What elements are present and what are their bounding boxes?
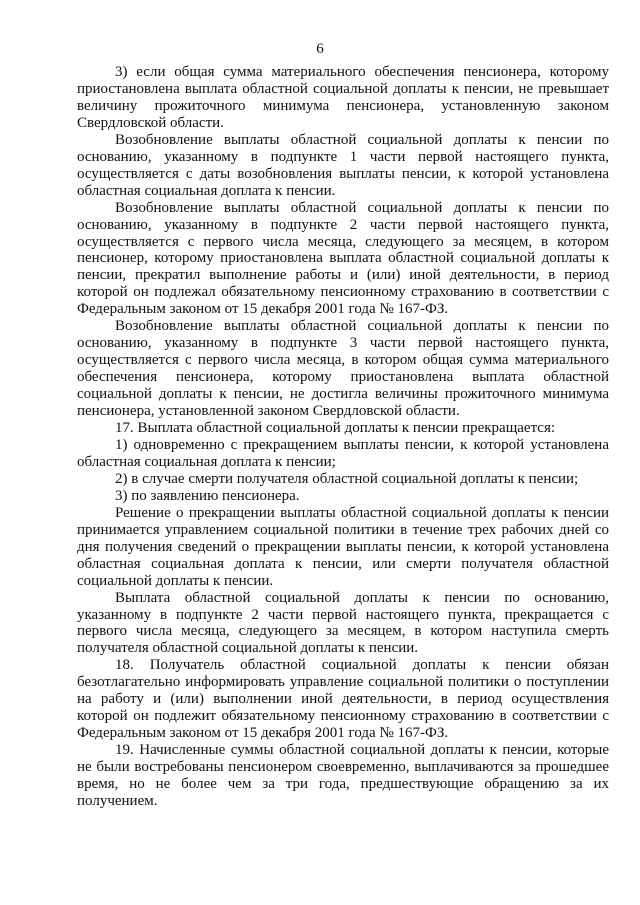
paragraph-resume-basis-2: Возобновление выплаты областной социальной доплаты к пенсии по основанию, указанному в подпункте 2 части первой настоящего пункта, осуществляется с первого числа месяца, следующего за месяцем, в котором пенсионер, которому приостановлена выплата областной социальной доплаты к пенсии, прекратил выполнение работы и (или) иной деятельности, в период которой он подлежал обязательному пенсионному страхованию в соответствии с Федеральным законом от 15 декабря 2001 года № 167-ФЗ. xyxy=(77,199,609,318)
paragraph-termination-death: Выплата областной социальной доплаты к пенсии по основанию, указанному в подпункте 2 части первой настоящего пункта, прекращается с первого числа месяца, следующего за месяцем, в котором наступила смерть получателя областной социальной доплаты к пенсии. xyxy=(77,589,609,657)
paragraph-sub3-material-support: 3) если общая сумма материального обеспечения пенсионера, которому приостановлена выплата областной социальной доплаты к пенсии, не превышает величину прожиточного минимума пенсионера, установленную законом Свердловской области. xyxy=(77,64,609,131)
paragraph-resume-basis-3: Возобновление выплаты областной социальной доплаты к пенсии по основанию, указанному в подпункте 3 части первой настоящего пункта, осуществляется с первого числа месяца, в котором общая сумма материального обеспечения пенсионера, которому приостановлена выплата областной социальной доплаты к пенсии, не достигла величины прожиточного минимума пенсионера, установленной законом Свердловской области. xyxy=(77,318,609,420)
page-number: 6 xyxy=(316,41,324,57)
paragraph-item-17-sub1: 1) одновременно с прекращением выплаты пенсии, к которой установлена областная социальная доплата к пенсии; xyxy=(77,436,609,470)
paragraph-item-17-sub2: 2) в случае смерти получателя областной социальной доплаты к пенсии; xyxy=(115,470,579,487)
paragraph-item-19: 19. Начисленные суммы областной социальной доплаты к пенсии, которые не были востребованы пенсионером своевременно, выплачиваются за прошедшее время, но не более чем за три года, предшествующие обращению за их получением. xyxy=(77,742,609,809)
paragraph-item-17-heading: 17. Выплата областной социальной доплаты к пенсии прекращается: xyxy=(115,420,556,437)
paragraph-item-17-sub3: 3) по заявлению пенсионера. xyxy=(115,487,300,504)
paragraph-termination-decision: Решение о прекращении выплаты областной социальной доплаты к пенсии принимается управлением социальной политики в течение трех рабочих дней со дня получения сведений о прекращении выплаты пенсии, к которой установлена областная социальная доплата к пенсии, или смерти получателя областной социальной доплаты к пенсии. xyxy=(77,504,609,589)
paragraph-item-18: 18. Получатель областной социальной доплаты к пенсии обязан безотлагательно информировать управление социальной политики о поступлении на работу и (или) выполнении иной деятельности, в период осуществления которой он подлежит обязательному пенсионному страхованию в соответствии с Федеральным законом от 15 декабря 2001 года № 167-ФЗ. xyxy=(77,657,609,742)
document-body xyxy=(77,64,609,810)
paragraph-resume-basis-1: Возобновление выплаты областной социальной доплаты к пенсии по основанию, указанному в подпункте 1 части первой настоящего пункта, осуществляется с даты возобновления выплаты пенсии, к которой установлена областная социальная доплата к пенсии. xyxy=(77,131,609,199)
